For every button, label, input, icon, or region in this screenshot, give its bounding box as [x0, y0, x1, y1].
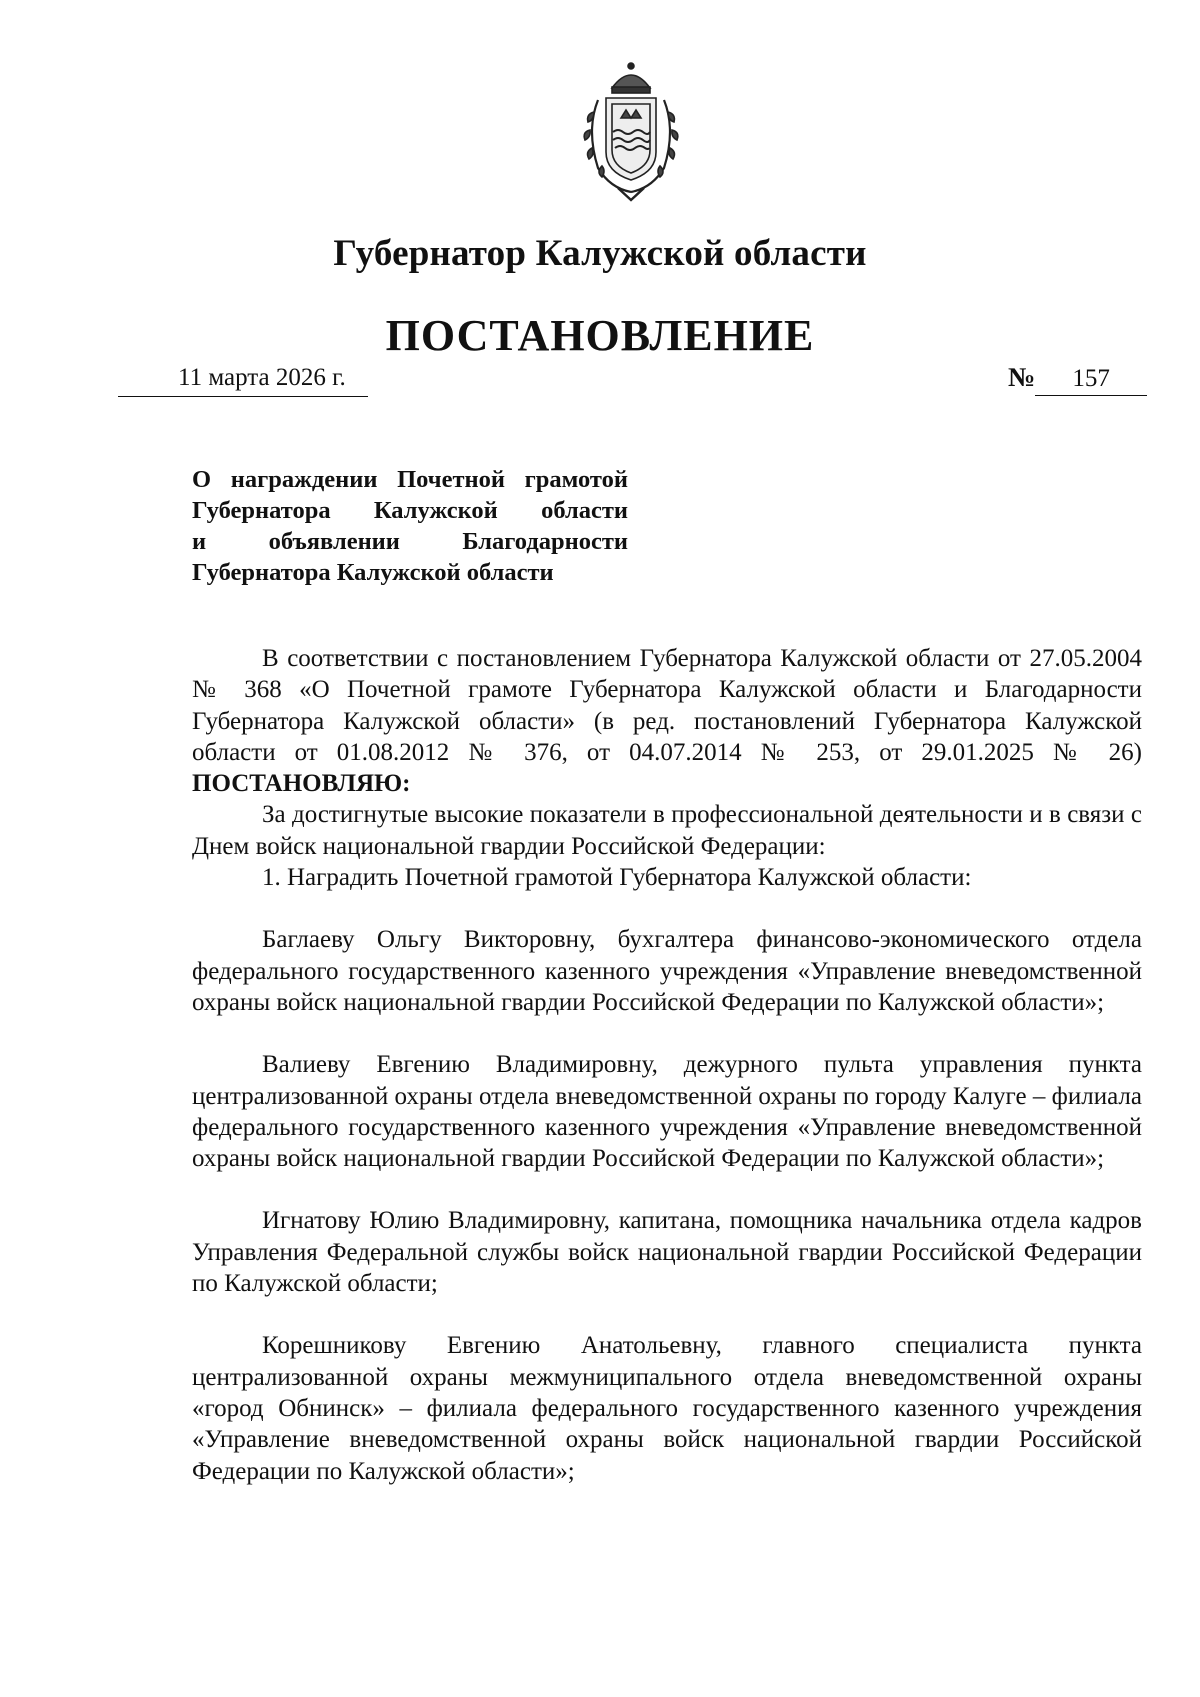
- document-body: [192, 643, 1142, 1487]
- preamble-paragraph: [192, 643, 1142, 799]
- document-subject: [192, 464, 628, 588]
- number-sign: №: [1008, 362, 1036, 392]
- subject-line: Губернатора Калужской области: [192, 559, 554, 586]
- coat-of-arms-emblem: [568, 60, 694, 203]
- decree-word: ПОСТАНОВЛЯЮ:: [192, 770, 411, 798]
- document-type-title: ПОСТАНОВЛЕНИЕ: [385, 311, 815, 360]
- preamble-text: В соответствии с постановлением Губернатора Калужской области от 27.05.2004 № 368 «О Почетной грамоте Губернатора Калужской области и Благодарности Губернатора Калужской области» (в ред. постановлений Губернатора Калужской области от 01.08.2012 № 376, от 04.07.2014 № 253, от 29.01.2025 № 26): [192, 645, 1142, 766]
- item-1-paragraph: 1. Наградить Почетной грамотой Губернатора Калужской области:: [262, 864, 972, 892]
- awardee-paragraph: Игнатову Юлию Владимировну, капитана, помощника начальника отдела кадров Управления Федеральной службы войск национальной гвардии Российской Федерации по Калужской области;: [192, 1207, 1142, 1298]
- issuing-authority: Губернатор Калужской области: [333, 233, 867, 274]
- document-number-field: [1008, 362, 1168, 396]
- document-number: 157: [1035, 365, 1147, 396]
- subject-line: Губернатора Калужской области: [192, 497, 628, 524]
- awardee-paragraph: Корешникову Евгению Анатольевну, главного специалиста пункта централизованной охраны межмуниципального отдела вневедомственной охраны «город Обнинск» – филиала федерального государственного казенного учреждения «Управление вневедомственной охраны войск национальной гвардии Российской Федерации по Калужской области»;: [192, 1332, 1142, 1485]
- awardee-paragraph: Валиеву Евгению Владимировну, дежурного пульта управления пункта централизованной охраны отдела вневедомственной охраны по городу Калуге – филиала федерального государственного казенного учреждения «Управление вневедомственной охраны войск национальной гвардии Российской Федерации по Калужской области»;: [192, 1051, 1142, 1173]
- document-date: 11 марта 2026 г.: [118, 364, 368, 397]
- awardee-paragraph: Баглаеву Ольгу Викторовну, бухгалтера финансово-экономического отдела федерального государственного казенного учреждения «Управление вневедомственной охраны войск национальной гвардии Российской Федерации по Калужской области»;: [192, 926, 1142, 1016]
- reason-paragraph: За достигнутые высокие показатели в профессиональной деятельности и в связи с Днем войск национальной гвардии Российской Федерации:: [192, 801, 1142, 860]
- subject-line: О награждении Почетной грамотой: [192, 466, 628, 493]
- subject-line: и объявлении Благодарности: [192, 528, 628, 555]
